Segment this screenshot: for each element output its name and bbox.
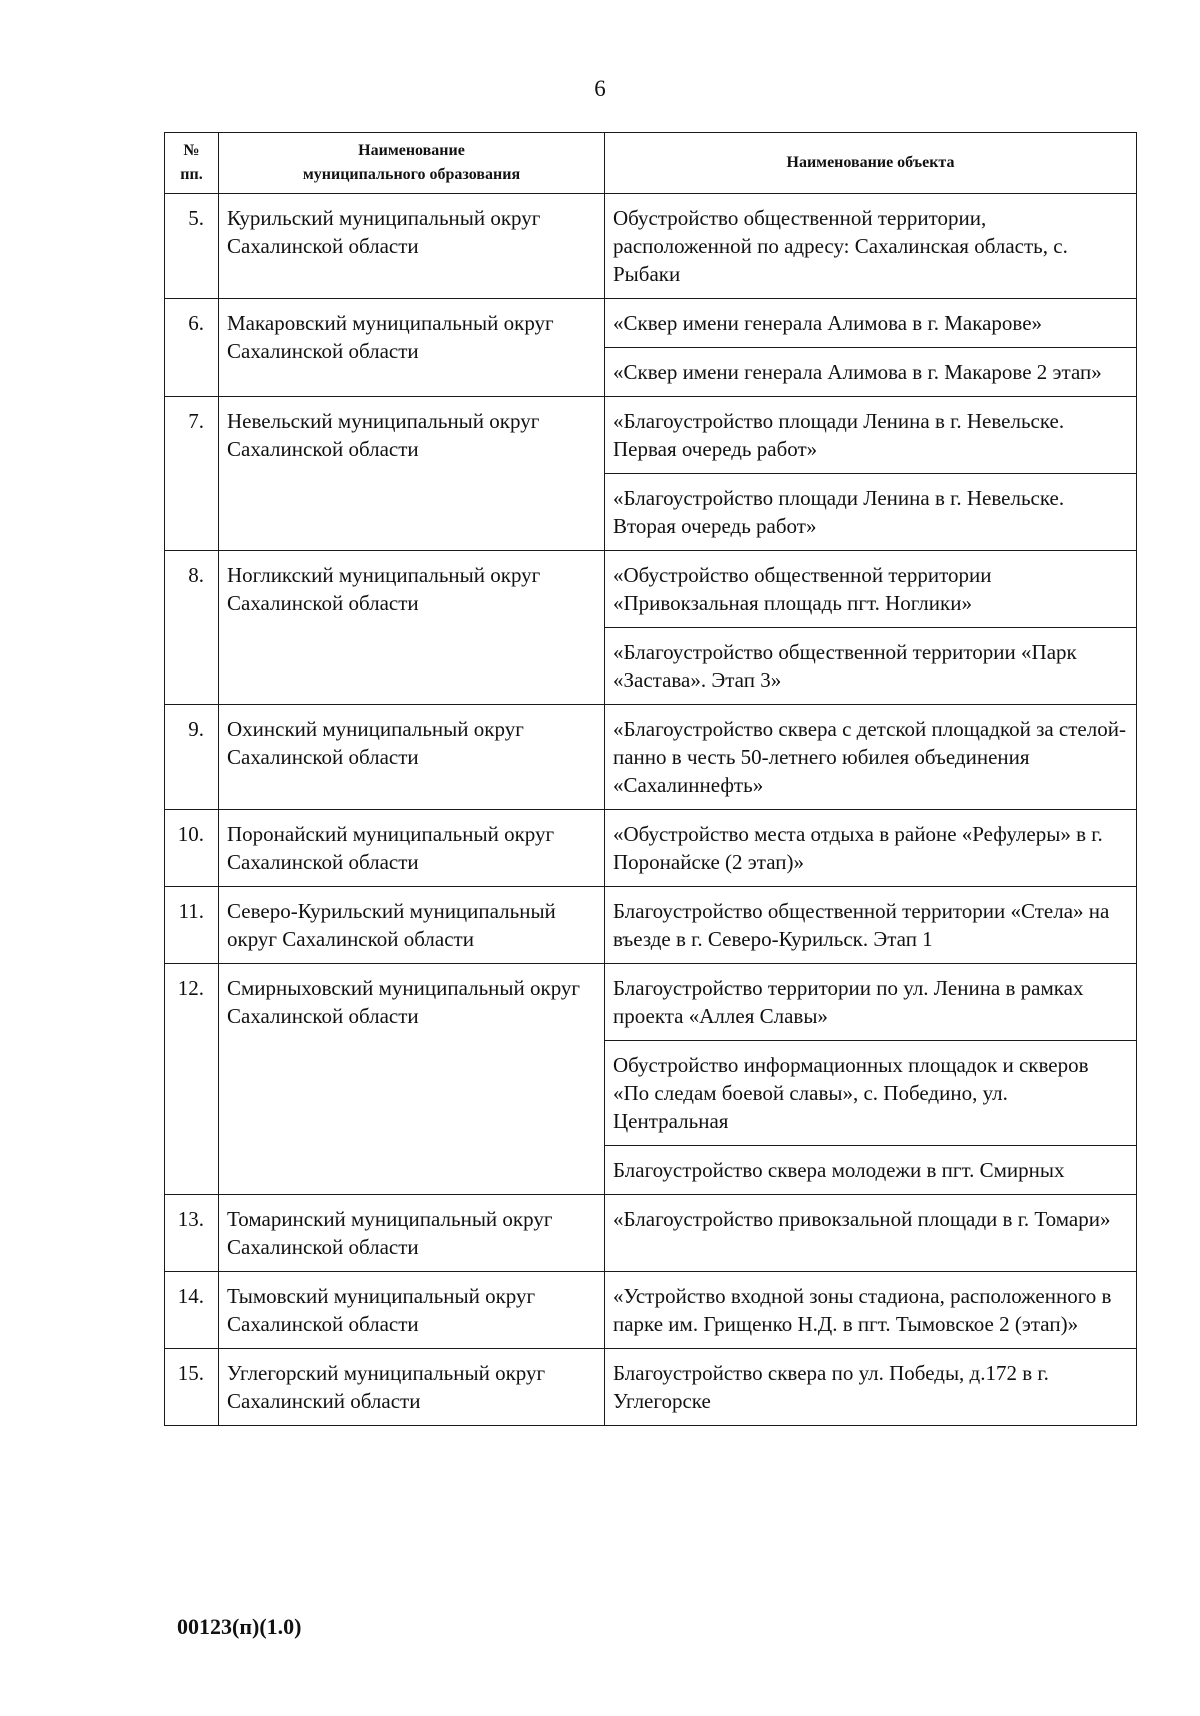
object-cell: Благоустройство территории по ул. Ленина в рамках проекта «Аллея Славы» — [605, 964, 1137, 1041]
row-number: 15. — [165, 1349, 219, 1426]
municipality-cell: Макаровский муниципальный округ Сахалинской области — [219, 299, 605, 397]
municipality-cell: Невельский муниципальный округ Сахалинской области — [219, 397, 605, 551]
table-row — [165, 1272, 1137, 1349]
row-number: 6. — [165, 299, 219, 397]
table-row — [165, 810, 1137, 887]
object-cell: «Благоустройство площади Ленина в г. Невельске. Первая очередь работ» — [605, 397, 1137, 474]
header-municipality: Наименование муниципального образования — [219, 133, 605, 194]
object-cell: «Благоустройство площади Ленина в г. Невельске. Вторая очередь работ» — [605, 474, 1137, 551]
row-number: 7. — [165, 397, 219, 551]
table-row — [165, 705, 1137, 810]
municipality-cell: Северо-Курильский муниципальный округ Сахалинской области — [219, 887, 605, 964]
object-cell: «Обустройство общественной территории «Привокзальная площадь пгт. Ноглики» — [605, 551, 1137, 628]
municipality-cell: Углегорский муниципальный округ Сахалинский области — [219, 1349, 605, 1426]
row-number: 10. — [165, 810, 219, 887]
object-cell: «Обустройство места отдыха в районе «Рефулеры» в г. Поронайске (2 этап)» — [605, 810, 1137, 887]
object-cell: Благоустройство сквера по ул. Победы, д.172 в г. Углегорске — [605, 1349, 1137, 1426]
row-number: 8. — [165, 551, 219, 705]
object-cell: Обустройство общественной территории, расположенной по адресу: Сахалинская область, с. Рыбаки — [605, 194, 1137, 299]
row-number: 12. — [165, 964, 219, 1195]
table-row — [165, 1195, 1137, 1272]
object-cell: «Благоустройство общественной территории «Парк «Застава». Этап 3» — [605, 628, 1137, 705]
header-num: № пп. — [165, 133, 219, 194]
table-row — [165, 551, 1137, 628]
table-header-row — [165, 133, 1137, 194]
municipality-cell: Тымовский муниципальный округ Сахалинской области — [219, 1272, 605, 1349]
table-row — [165, 1349, 1137, 1426]
objects-table — [164, 132, 1137, 1426]
row-number: 14. — [165, 1272, 219, 1349]
municipality-cell: Курильский муниципальный округ Сахалинской области — [219, 194, 605, 299]
object-cell: «Устройство входной зоны стадиона, расположенного в парке им. Грищенко Н.Д. в пгт. Тымовское 2 (этап)» — [605, 1272, 1137, 1349]
table-row — [165, 299, 1137, 348]
municipality-cell: Томаринский муниципальный округ Сахалинской области — [219, 1195, 605, 1272]
object-cell: Обустройство информационных площадок и скверов «По следам боевой славы», с. Победино, ул. Центральная — [605, 1041, 1137, 1146]
table-row — [165, 397, 1137, 474]
table-row — [165, 887, 1137, 964]
municipality-cell: Смирныховский муниципальный округ Сахалинской области — [219, 964, 605, 1195]
object-cell: Благоустройство общественной территории «Стела» на въезде в г. Северо-Курильск. Этап 1 — [605, 887, 1137, 964]
object-cell: «Сквер имени генерала Алимова в г. Макарове 2 этап» — [605, 348, 1137, 397]
object-cell: «Благоустройство сквера с детской площадкой за стелой-панно в честь 50-летнего юбилея объединения «Сахалиннефть» — [605, 705, 1137, 810]
municipality-cell: Ногликский муниципальный округ Сахалинской области — [219, 551, 605, 705]
municipality-cell: Поронайский муниципальный округ Сахалинской области — [219, 810, 605, 887]
row-number: 9. — [165, 705, 219, 810]
municipality-cell: Охинский муниципальный округ Сахалинской области — [219, 705, 605, 810]
row-number: 5. — [165, 194, 219, 299]
row-number: 11. — [165, 887, 219, 964]
object-cell: Благоустройство сквера молодежи в пгт. Смирных — [605, 1146, 1137, 1195]
table-body — [165, 194, 1137, 1426]
row-number: 13. — [165, 1195, 219, 1272]
object-cell: «Благоустройство привокзальной площади в г. Томари» — [605, 1195, 1137, 1272]
table-row — [165, 194, 1137, 299]
table-row — [165, 964, 1137, 1041]
object-cell: «Сквер имени генерала Алимова в г. Макарове» — [605, 299, 1137, 348]
header-object: Наименование объекта — [605, 133, 1137, 194]
document-code: 00123(п)(1.0) — [177, 1614, 302, 1639]
page-number: 6 — [594, 76, 606, 101]
